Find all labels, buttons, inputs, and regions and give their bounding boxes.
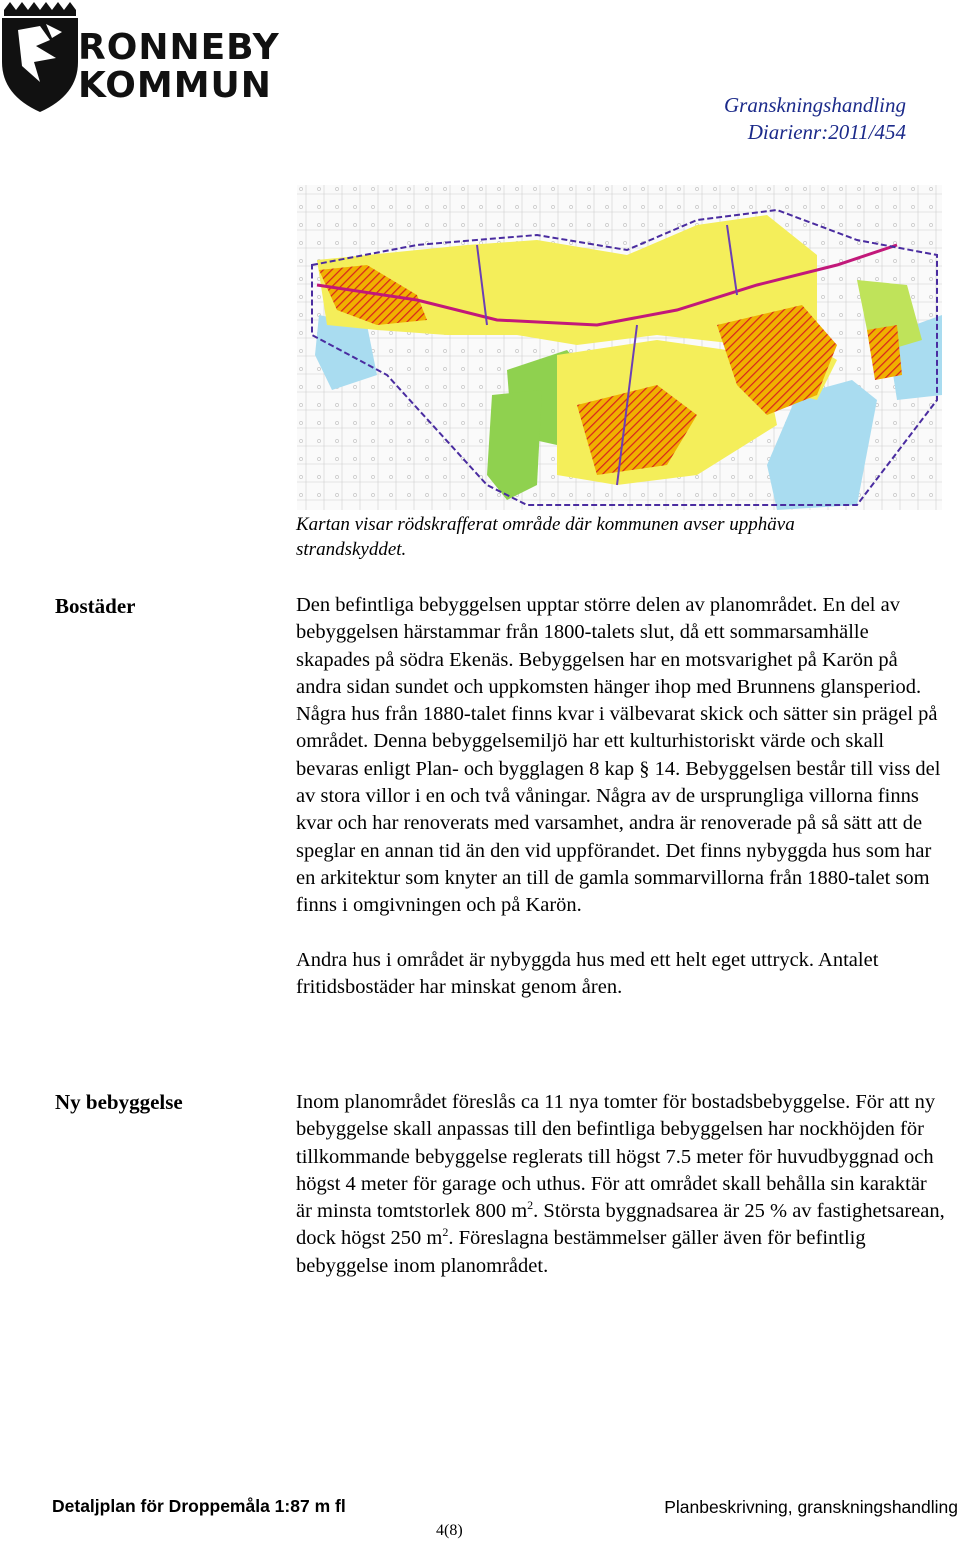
heading-bostader: Bostäder — [55, 594, 136, 618]
green-area-south — [487, 390, 542, 500]
ny-bebyggelse-text-a: Inom planområdet föreslås ca 11 nya tomter för bostadsbebyggelse. För att ny bebyggelse skall anpassas till den befintliga bebyggelsen har nockhöjden för tillkommande bebyggelse reglerats till högst 7.5 meter för huvudbyggnad och högst 4 meter för garage och uthus. För att området skall behålla sin karaktär är minsta tomtstorlek 800 m — [296, 1091, 936, 1223]
logo-text-ronneby: RONNEBY — [78, 27, 280, 68]
diary-number: Diarienr:2011/454 — [747, 120, 906, 144]
coat-of-arms-icon — [0, 0, 80, 115]
superscript-2a: 2 — [527, 1198, 534, 1213]
ronneby-kommun-logo — [0, 0, 290, 115]
heading-ny-bebyggelse: Ny bebyggelse — [55, 1090, 183, 1114]
map-caption: Kartan visar rödskrafferat område där kommunen avser upphäva strandskyddet. — [296, 514, 795, 560]
footer-doc-type: Planbeskrivning, granskningshandling — [664, 1497, 958, 1517]
footer-plan-title: Detaljplan för Droppemåla 1:87 m fl — [52, 1496, 346, 1516]
bostader-paragraph-1: Den befintliga bebyggelsen upptar större delen av planområdet. En del av bebyggelsen härstammar från 1800-talets slut, då ett sommarsamhälle skapades på södra Ekenäs. Bebyggelsen har en motsvarighet på Karön på andra sidan sundet och uppkomsten hänger ihop med Brunnens glansperiod. Några hus från 1880-talet finns kvar i välbevarat skick och sätter sin prägel på området. Denna bebyggelsemiljö har ett kulturhistoriskt värde och skall bevaras enligt Plan- och bygglagen 8 kap § 14. Bebyggelsen består till viss del av stora villor i en och två våningar. Några av de ursprungliga villorna finns kvar och har renoverats med varsamhet, andra är renoverade på så sätt att de speglar en annan tid än den vid uppförandet. Det finns nybyggda hus som har en arkitektur som knyter an till de gamla sommarvillorna från 1880-talet som finns i omgivningen och på Karön. — [296, 594, 941, 917]
logo-text-kommun: KOMMUN — [78, 65, 272, 106]
ny-bebyggelse-paragraph — [296, 1089, 946, 1280]
plan-map — [297, 185, 942, 510]
superscript-2b: 2 — [442, 1225, 449, 1240]
document-status — [724, 92, 906, 146]
ny-bebyggelse-text-c: . Föreslagna bestämmelser gäller även för befintlig bebyggelse inom planområdet. — [296, 1227, 866, 1277]
status-title: Granskningshandling — [723, 93, 906, 117]
ny-bebyggelse-text-b: . Största byggnadsarea är 25 % av fastighetsarean, dock högst 250 m — [296, 1200, 945, 1250]
section-ny-bebyggelse — [296, 1089, 946, 1280]
section-bostader — [296, 592, 946, 1001]
page-number: 4(8) — [436, 1522, 463, 1539]
bostader-paragraph-2: Andra hus i området är nybyggda hus med ett helt eget uttryck. Antalet fritidsbostäder har minskat genom åren. — [296, 948, 879, 998]
